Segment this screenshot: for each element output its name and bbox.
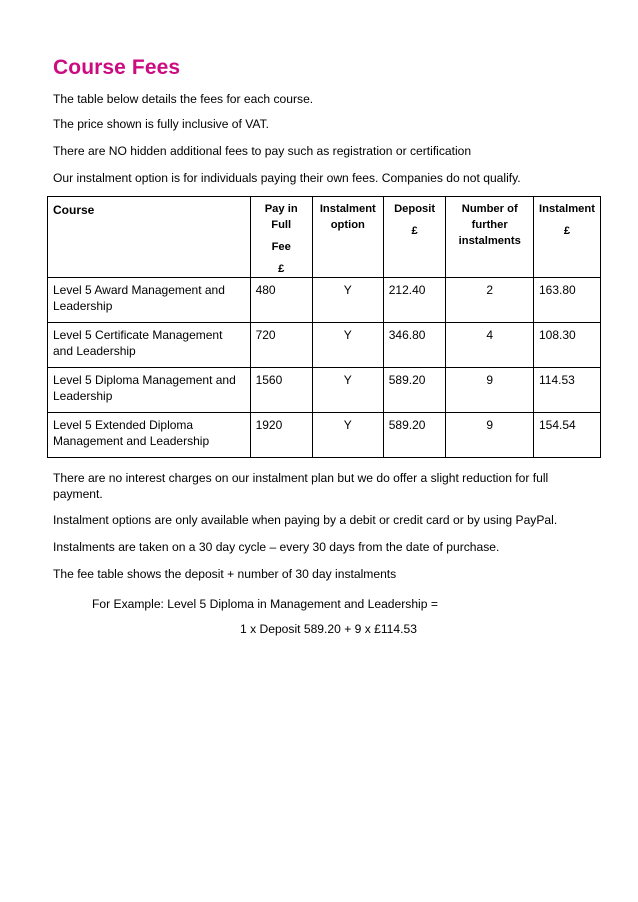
cell-course: Level 5 Diploma Management and Leadership <box>48 368 251 413</box>
cell-option: Y <box>312 323 383 368</box>
cell-fee: 1560 <box>250 368 312 413</box>
cell-option: Y <box>312 368 383 413</box>
intro-paragraph-1: The table below details the fees for each course. <box>53 92 314 106</box>
intro-paragraph-2: The price shown is fully inclusive of VAT. <box>53 117 269 131</box>
table-row <box>48 323 601 368</box>
note-paragraph-2: Instalment options are only available when paying by a debit or credit card or by using PayPal. <box>53 513 558 527</box>
cell-fee: 720 <box>250 323 312 368</box>
header-instalment-option <box>312 197 383 278</box>
intro-paragraph-3: There are NO hidden additional fees to pay such as registration or certification <box>53 144 472 158</box>
cell-fee: 480 <box>250 278 312 323</box>
table-header-row <box>48 197 601 278</box>
table-row <box>48 368 601 413</box>
header-deposit <box>383 197 446 278</box>
cell-course: Level 5 Certificate Management and Leadership <box>48 323 251 368</box>
header-pay-in-full-line-3: £ <box>278 263 285 275</box>
note-paragraph-4: The fee table shows the deposit + number of 30 day instalments <box>53 567 397 581</box>
header-pay-in-full-line-2: Fee <box>271 241 291 253</box>
cell-count: 4 <box>446 323 534 368</box>
cell-count: 9 <box>446 368 534 413</box>
intro-paragraph-4: Our instalment option is for individuals paying their own fees. Companies do not qualify. <box>53 171 521 185</box>
header-instalment-line-2: £ <box>563 225 571 237</box>
header-number-line-2: further <box>471 219 508 231</box>
header-course-label: Course <box>53 203 95 217</box>
header-instalment-option-line-1: Instalment <box>319 203 376 215</box>
page-title: Course Fees <box>53 56 181 79</box>
cell-deposit: 212.40 <box>383 278 446 323</box>
header-deposit-line-1: Deposit <box>394 203 436 215</box>
header-pay-in-full <box>250 197 312 278</box>
header-instalment-option-line-2: option <box>330 219 365 231</box>
header-course <box>48 197 251 278</box>
cell-instalment: 163.80 <box>534 278 601 323</box>
example-line: For Example: Level 5 Diploma in Management and Leadership = <box>92 597 438 611</box>
header-instalment-line-1: Instalment <box>539 203 595 215</box>
cell-deposit: 589.20 <box>383 413 446 458</box>
cell-deposit: 589.20 <box>383 368 446 413</box>
cell-instalment: 114.53 <box>534 368 601 413</box>
cell-option: Y <box>312 413 383 458</box>
cell-count: 2 <box>446 278 534 323</box>
header-instalment <box>534 197 601 278</box>
header-number-line-3: instalments <box>458 235 521 247</box>
fees-table <box>47 196 601 458</box>
header-number-of-instalments <box>446 197 534 278</box>
note-paragraph-3: Instalments are taken on a 30 day cycle – every 30 days from the date of purchase. <box>53 540 500 554</box>
header-number-line-1: Number of <box>461 203 518 215</box>
cell-instalment: 154.54 <box>534 413 601 458</box>
cell-count: 9 <box>446 413 534 458</box>
cell-deposit: 346.80 <box>383 323 446 368</box>
cell-fee: 1920 <box>250 413 312 458</box>
example-formula: 1 x Deposit 589.20 + 9 x £114.53 <box>240 622 417 636</box>
cell-instalment: 108.30 <box>534 323 601 368</box>
table-row <box>48 413 601 458</box>
table-row <box>48 278 601 323</box>
header-deposit-line-2: £ <box>411 225 418 237</box>
cell-course: Level 5 Award Management and Leadership <box>48 278 251 323</box>
cell-option: Y <box>312 278 383 323</box>
cell-course: Level 5 Extended Diploma Management and Leadership <box>48 413 251 458</box>
note-paragraph-1: There are no interest charges on our instalment plan but we do offer a slight reduction for full payment. <box>53 471 549 501</box>
header-pay-in-full-line-1: Pay in Full <box>264 203 298 231</box>
